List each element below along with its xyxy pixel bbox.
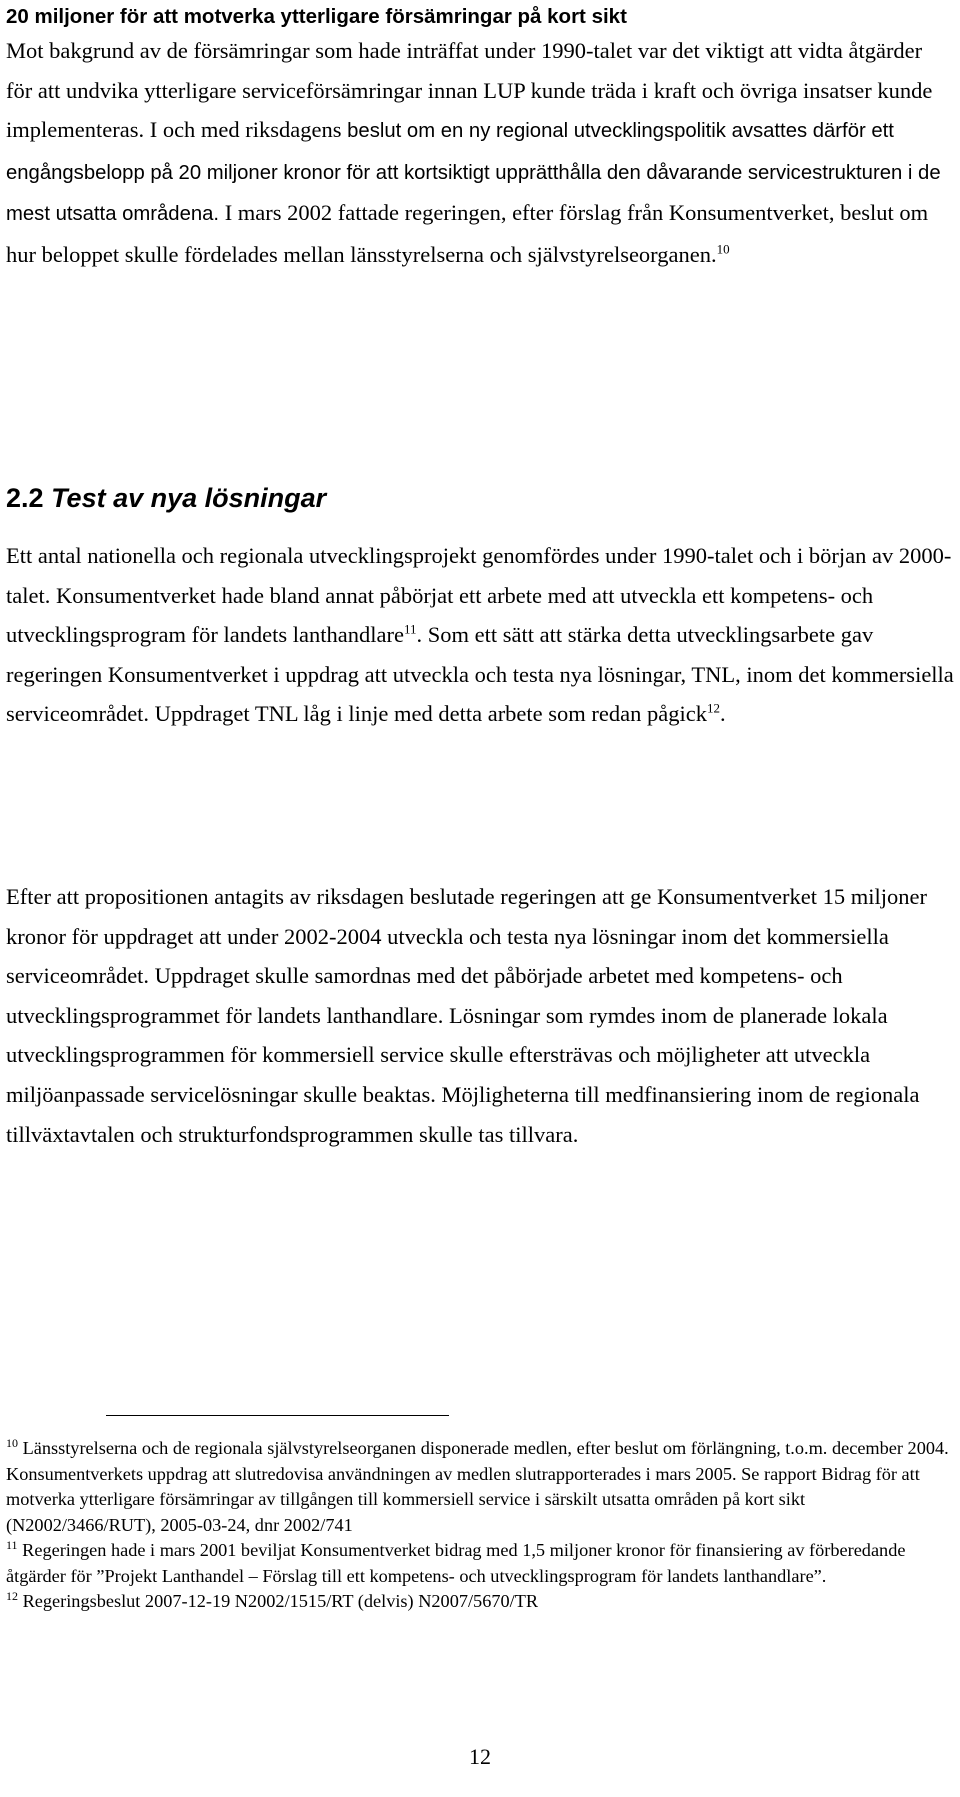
footnote-ref-10[interactable]: 10 [716, 241, 730, 257]
paragraph-2-text-a: Ett antal nationella och regionala utvecklingsprojekt genomfördes under 1990-talet och i början av 2000-talet. Konsumentverket hade bland annat påbörjat ett arbete med att utveckla ett kompetens- och utvecklingsprogram för landets lanthandlare [6, 543, 952, 648]
footnote-number: 12 [6, 1588, 18, 1603]
footnote-12 [6, 1589, 954, 1615]
footnote-text: Länsstyrelserna och de regionala självstyrelseorganen disponerade medlen, efter beslut om förlängning, t.o.m. december 2004. Konsumentverkets uppdrag att slutredovisa användningen av medlen slutrapporterades i mars 2005. Se rapport Bidrag för att motverka ytterligare försämringar av tillgången till kommersiell service i särskilt utsatta områden på kort sikt (N2002/3466/RUT), 2005-03-24, dnr 2002/741 [6, 1438, 949, 1535]
section-heading: 20 miljoner för att motverka ytterligare försämringar på kort sikt [6, 5, 627, 28]
paragraph-2-text-b: . Som ett sätt att stärka detta utvecklingsarbete gav regeringen Konsumentverket i uppdrag att utveckla och testa nya lösningar, TNL, inom det kommersiella serviceområdet. Uppdraget TNL låg i linje med detta arbete som redan pågick [6, 622, 954, 727]
subsection-number: 2.2 [6, 483, 44, 513]
footnote-ref-11[interactable]: 11 [404, 621, 417, 637]
footnote-separator [106, 1415, 449, 1416]
footnote-number: 11 [6, 1537, 18, 1552]
footnote-text: Regeringsbeslut 2007-12-19 N2002/1515/RT (delvis) N2007/5670/TR [18, 1591, 539, 1611]
footnote-10 [6, 1436, 954, 1538]
paragraph-3: Efter att propositionen antagits av riksdagen beslutade regeringen att ge Konsumentverket 15 miljoner kronor för uppdraget att under 2002-2004 utveckla och testa nya lösningar inom det kommersiella serviceområdet. Uppdraget skulle samordnas med det påbörjade arbetet med kompetens- och utvecklingsprogrammet för landets lanthandlare. Lösningar som rymdes inom de planerade lokala utvecklingsprogrammen för kommersiell service skulle eftersträvas och möjligheter att utveckla miljöanpassade servicelösningar skulle beaktas. Möjligheterna till medfinansiering inom de regionala tillväxtavtalen och strukturfondsprogrammen skulle tas tillvara. [6, 884, 927, 1147]
footnote-text: Regeringen hade i mars 2001 beviljat Konsumentverket bidrag med 1,5 miljoner kronor för finansiering av förberedande åtgärder för ”Projekt Lanthandel – Förslag till ett kompetens- och utvecklingsprogram för landets lanthandlare”. [6, 1540, 906, 1586]
paragraph-1-text-a: Mot bakgrund av de försämringar som hade inträffat under 1990-talet var det viktigt att vidta åtgärder för att undvika ytterligare serviceförsämringar innan LUP kunde träda i kraft och övriga insatser kunde implementeras. I och med riksdagens [6, 38, 933, 143]
page-number: 12 [469, 1744, 491, 1769]
paragraph-1-text-b: beslut om en ny regional utvecklingspolitik avsattes därför ett engångsbelopp på 20 miljoner kronor för att kortsiktigt upprätthålla den dåvarande servicestrukturen i de mest utsatta områdena. [6, 120, 941, 226]
paragraph-1-text-c: I mars 2002 fattade regeringen, efter förslag från Konsumentverket, beslut om hur beloppet skulle fördelades mellan länsstyrelserna och självstyrelseorganen. [6, 200, 929, 267]
paragraph-1 [6, 31, 954, 275]
footnote-ref-12[interactable]: 12 [706, 700, 720, 716]
paragraph-2-text-c: . [719, 701, 726, 727]
paragraph-2 [6, 536, 954, 734]
footnotes [6, 1436, 954, 1615]
footnote-11 [6, 1538, 954, 1589]
subsection-heading [6, 481, 326, 515]
subsection-title: Test av nya lösningar [51, 483, 327, 513]
footnote-number: 10 [6, 1435, 18, 1450]
